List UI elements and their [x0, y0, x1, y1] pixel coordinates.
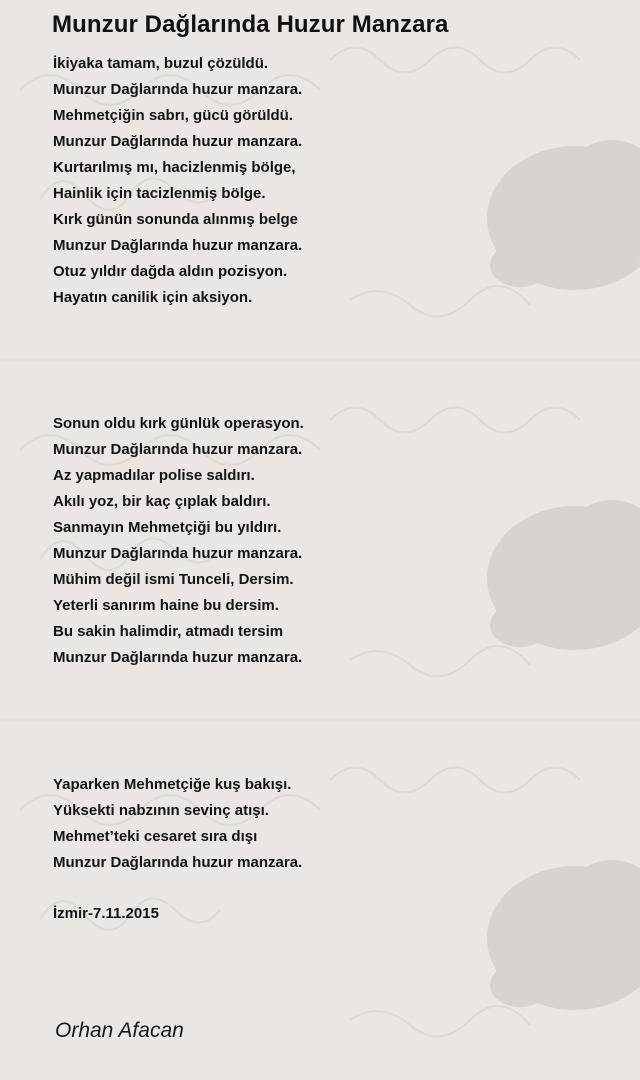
poem-title: Munzur Dağlarında Huzur Manzara: [52, 11, 449, 38]
stanza-2: [53, 411, 304, 671]
poem-line: Yaparken Mehmetçiğe kuş bakışı.: [53, 776, 292, 793]
poem-line: Munzur Dağlarında huzur manzara.: [53, 133, 303, 150]
stanza-3: [53, 772, 302, 876]
poem-line: Mehmet’teki cesaret sıra dışı: [53, 828, 258, 845]
poem-line: Munzur Dağlarında huzur manzara.: [53, 649, 303, 666]
poem-line: İkiyaka tamam, buzul çözüldü.: [53, 55, 269, 72]
poem-line: Sanmayın Mehmetçiği bu yıldırı.: [53, 519, 282, 536]
poem-line: Kırk günün sonunda alınmış belge: [53, 211, 299, 228]
poem-line: Hainlik için tacizlenmiş bölge.: [53, 185, 266, 202]
poem-line: Munzur Dağlarında huzur manzara.: [53, 854, 303, 871]
poem-line: Yeterli sanırım haine bu dersim.: [53, 597, 279, 614]
poem-line: Munzur Dağlarında huzur manzara.: [53, 545, 303, 562]
poem-line: Mühim değil ismi Tunceli, Dersim.: [53, 571, 294, 588]
poem-line: Munzur Dağlarında huzur manzara.: [53, 441, 303, 458]
poem-line: Sonun oldu kırk günlük operasyon.: [53, 415, 304, 432]
stanza-1: [53, 51, 302, 311]
poem-line: Munzur Dağlarında huzur manzara.: [53, 81, 303, 98]
poem-line: Hayatın canilik için aksiyon.: [53, 289, 253, 306]
poem-line: Otuz yıldır dağda aldın pozisyon.: [53, 263, 288, 280]
poem-line: Yüksekti nabzının sevinç atışı.: [53, 802, 269, 819]
poem-line: Bu sakin halimdir, atmadı tersim: [53, 623, 284, 640]
poem-line: Az yapmadılar polise saldırı.: [53, 467, 255, 484]
poem-date-line: İzmir-7.11.2015: [53, 905, 159, 922]
poem-line: Kurtarılmış mı, hacizlenmiş bölge,: [53, 159, 296, 176]
poem-line: Mehmetçiğin sabrı, gücü görüldü.: [53, 107, 294, 124]
poem-author: Orhan Afacan: [55, 1019, 184, 1042]
poem-line: Akılı yoz, bir kaç çıplak baldırı.: [53, 493, 271, 510]
poem-line: Munzur Dağlarında huzur manzara.: [53, 237, 303, 254]
